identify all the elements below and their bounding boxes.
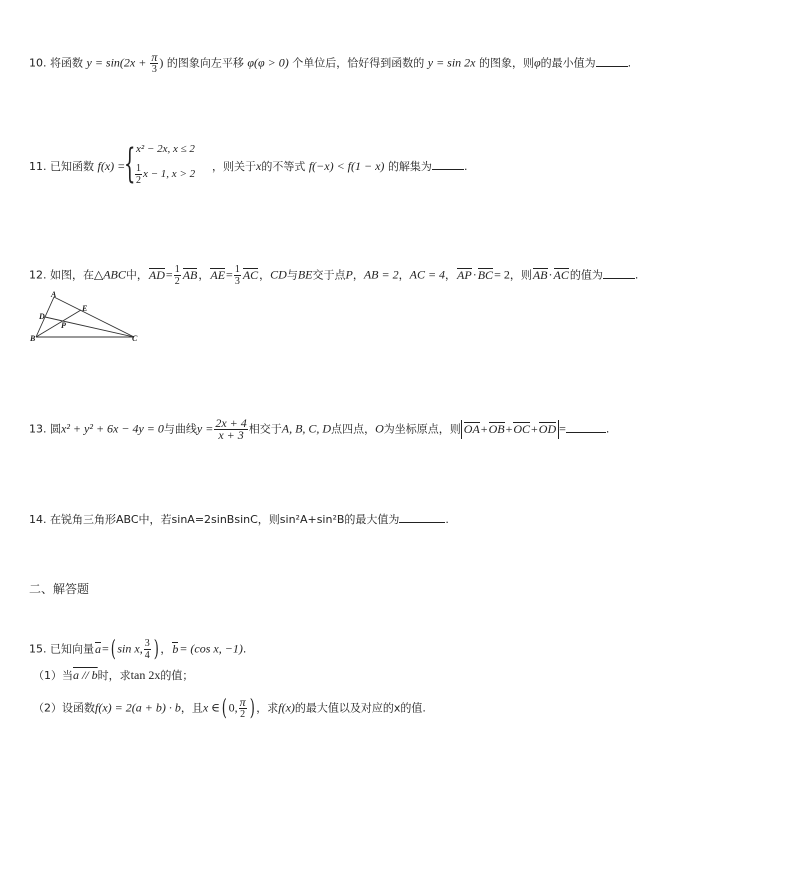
q11-answer-blank [432,159,464,170]
q12-c3: ， [445,268,457,282]
q15-a-num: 3 [144,638,150,649]
q12-vec-ac2: AC [553,267,569,282]
question-11-left [29,159,125,174]
question-13 [29,418,609,441]
q12-vec-ac: AC [242,267,259,282]
q13-plus3: + [531,422,538,436]
q15-vec-b: b [172,641,179,656]
q10-suffix2: 的最小值为 [540,56,596,70]
q13-prefix: 13. 圆 [29,422,61,436]
q13-o: O [375,421,384,436]
q12-ac-len: AC = 4 [409,267,446,282]
q12-then: ，则 [509,268,532,282]
q10-mid2: 个单位后，恰好得到函数的 [292,56,425,70]
q13-vec-oc: OC [513,422,531,436]
q12-mid2: ， [259,268,271,282]
q12-prefix: 12. 如图，在 [29,268,94,282]
q15-p2-in: x ∈ [202,700,221,715]
q14-text: 14. 在锐角三角形ABC中，若sinA=2sinBsinC，则sin²A+sin²B的最大值为 [29,513,400,526]
fig-label-b: B [30,334,36,343]
q11-case1-text: x² − 2x, x ≤ 2 [136,143,195,155]
question-11-right [212,159,467,174]
q11-mid2: 的不等式 [261,160,306,173]
question-12 [29,264,638,287]
q11-case1 [136,143,195,156]
q13-f-den: x + 3 [218,428,244,442]
question-15-part-1 [33,668,193,683]
q12-vec-ae: AE [210,267,226,282]
q11-prefix: 11. 已知函数 [29,160,94,173]
question-10 [29,52,631,75]
q13-plus2: + [505,422,513,436]
q15-paren-open: ( [110,636,116,662]
q12-answer-blank [603,268,635,279]
q12-c1: ， [352,268,364,282]
q13-fraction [214,418,247,441]
q12-vec-ad: AD [148,267,165,282]
q13-f-num: 2x + 4 [215,416,247,430]
q11-case2-fraction [135,163,142,186]
q10-mid: 的图象向左平移 [166,56,244,70]
q12-f1-num: 1 [174,264,180,275]
fig-label-p: P [61,321,66,330]
q12-be: BE [297,267,313,282]
q15-p2-num: π [239,695,246,709]
q15-p2-fraction [239,697,247,720]
q15-p1-mid: 时，求 [97,669,131,682]
q14-end: . [445,513,449,526]
q15-vec-a: a [95,641,101,656]
question-15 [29,638,246,661]
q12-cd: CD [270,267,287,282]
q11-end: . [463,160,468,173]
fig-side-ac [54,297,134,337]
fig-label-c: C [132,334,138,343]
q10-end: . [627,56,632,70]
q12-f1-den: 2 [174,276,180,287]
q12-c2: ， [398,268,410,282]
q13-vec-ob: OB [488,422,505,436]
q13-plus1: + [480,422,488,436]
q15-a-fraction [144,638,151,661]
q13-vec-oa: OA [463,422,480,436]
q10-phi: φ(φ > 0) [247,55,289,70]
fig-label-d: D [39,312,45,321]
q12-f2-den: 3 [234,276,240,287]
section-heading: 二、解答题 [29,582,90,596]
q12-ab-len: AB = 2 [363,267,399,282]
q13-with: 与曲线 [163,422,197,436]
q11-x: x [256,159,262,173]
q12-frac2 [234,264,241,287]
q10-prefix: 10. 将函数 [29,56,83,70]
q15-p2-mid: ，且 [180,701,203,715]
question-15-part-2 [33,697,426,720]
q13-pts: A, B, C, D [281,421,332,436]
q15-end: . [242,642,247,656]
q12-comma: ， [198,268,210,282]
q13-eq: = [559,421,566,436]
q11-case2-num: 1 [136,163,141,174]
q10-phi2: φ [534,55,541,70]
q15-p2-paren-open: ( [221,695,227,721]
q10-frac-num: π [151,50,158,64]
q11-ineq: f(−x) < f(1 − x) [308,159,385,173]
q12-end: . [634,268,639,282]
q15-p2-int-l: 0, [228,700,238,715]
q15-p1-label: （1）当 [33,669,73,682]
q15-a-den: 4 [144,650,150,661]
q12-vec-bc: BC [477,267,494,282]
q12-dot2: · [548,267,553,282]
q11-mid: ，则关于 [212,160,256,173]
q12-frac1 [174,264,181,287]
q10-suffix: 的图象，则 [479,56,535,70]
q11-suffix: 的解集为 [387,160,432,173]
q15-prefix: 15. 已知向量 [29,642,94,656]
q13-circle: x² + y² + 6x − 4y = 0 [61,421,164,436]
q15-p2-label: （2）设函数 [33,701,95,715]
q12-eq1b: = [226,267,233,282]
q15-p2-end: 的最大值以及对应的x的值. [294,701,426,715]
q15-comma: ， [160,642,172,656]
q15-p1-expr: tan 2x [130,668,161,682]
q13-abs-sum [461,420,559,439]
q13-mid: 相交于 [248,422,282,436]
fig-label-e: E [82,304,88,313]
q15-p2-fx: f(x) [278,700,295,715]
q12-tri: △ABC [94,267,126,282]
q11-brace: { [124,141,136,187]
q12-eq2: = 2 [494,267,510,282]
q14-answer-blank [399,512,445,523]
q12-suffix: 的值为 [569,268,603,282]
q15-p1-end: 的值； [160,669,194,682]
q10-func: y = sin(2x + [86,55,150,70]
q13-mid2: 点四点， [331,422,376,436]
q15-a-val1: sin x, [117,641,143,656]
q15-p2-func: f(x) = 2(a + b) · b [95,700,181,715]
q12-triangle-figure [28,290,143,346]
q15-b-val: = (cos x, −1) [179,641,243,656]
q12-f2-num: 1 [234,264,240,275]
q10-frac-den: 3 [151,64,157,75]
q13-mid3: 为坐标原点，则 [383,422,461,436]
q11-case2-den: 2 [136,175,141,186]
q12-vec-ap: AP [457,267,472,282]
q13-y: y = [196,421,214,436]
q11-case2-rest: x − 1, x > 2 [143,168,196,181]
fig-label-a: A [51,290,57,299]
q15-p2-den: 2 [240,709,246,720]
q12-with: 与 [286,268,298,282]
q15-paren-close: ) [153,636,159,662]
q12-p: P [345,267,353,282]
q11-case2 [134,163,195,186]
q10-fraction [150,52,158,75]
q13-answer-blank [566,422,606,433]
q11-func: f(x) = [97,159,126,173]
q12-vec-ab: AB [182,267,198,282]
q15-p1-par: a // b [73,668,98,682]
q12-eq1: = [165,267,173,282]
fig-segment-cd [45,317,134,337]
q15-p2-mid2: ，求 [256,701,279,715]
q12-dot: · [472,267,477,282]
q13-vec-od: OD [538,422,557,436]
q15-eq: = [102,641,109,656]
q13-end: . [605,422,610,436]
q10-func2: y = sin 2x [427,55,476,70]
q12-vec-ab2: AB [532,267,548,282]
question-14 [29,512,449,527]
q12-cross: 交于点 [312,268,346,282]
q10-close: ) [159,55,164,70]
q10-answer-blank [596,56,628,67]
q12-mid1: 中， [125,268,148,282]
q15-p2-paren-close: ) [249,695,255,721]
